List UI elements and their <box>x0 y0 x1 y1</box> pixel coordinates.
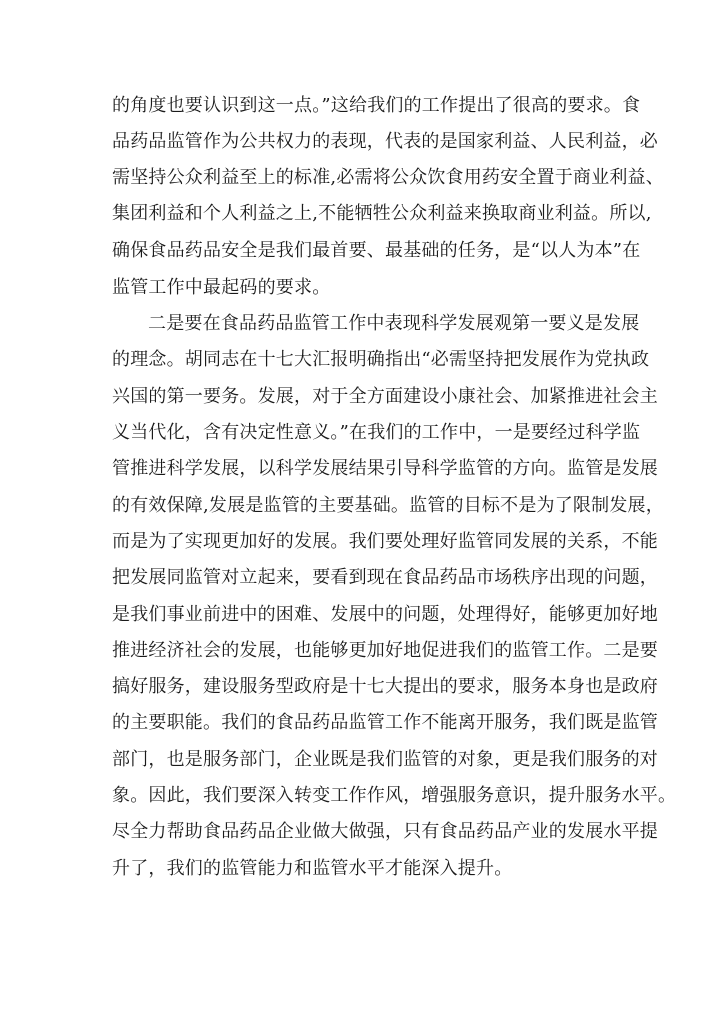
text-line: 需坚持公众利益至上的标准,必需将公众饮食用药安全置于商业利益、 <box>112 167 664 188</box>
text-line: 兴国的第一要务。发展，对于全方面建设小康社会、加紧推进社会主 <box>112 386 658 407</box>
text-line: 品药品监管作为公共权力的表现，代表的是国家利益、人民利益，必 <box>112 131 658 152</box>
text-line: 监管工作中最起码的要求。 <box>112 277 331 298</box>
text-line: 义当代化，含有决定性意义。”在我们的工作中，一是要经过科学监 <box>112 422 641 443</box>
text-line: 象。因此，我们要深入转变工作作风，增强服务意识，提升服务水平。 <box>112 785 677 806</box>
text-line: 的有效保障,发展是监管的主要基础。监管的目标不是为了限制发展， <box>112 495 664 516</box>
text-line: 集团利益和个人利益之上,不能牺牲公众利益来换取商业利益。所以, <box>112 203 652 224</box>
text-line: 的理念。胡同志在十七大汇报明确指出“必需坚持把发展作为党执政 <box>112 349 650 370</box>
text-line: 确保食品药品安全是我们最首要、最基础的任务，是“以人为本”在 <box>112 240 641 261</box>
text-line: 而是为了实现更加好的发展。我们要处理好监管同发展的关系，不能 <box>112 531 658 552</box>
text-line: 是我们事业前进中的困难、发展中的问题，处理得好，能够更加好地 <box>112 604 658 625</box>
paragraph-start-line: 二是要在食品药品监管工作中表现科学发展观第一要义是发展 <box>148 313 640 334</box>
text-line: 管推进科学发展，以科学发展结果引导科学监管的方向。监管是发展 <box>112 458 658 479</box>
text-line: 升了，我们的监管能力和监管水平才能深入提升。 <box>112 858 513 879</box>
text-line: 搞好服务，建设服务型政府是十七大提出的要求，服务本身也是政府 <box>112 676 658 697</box>
text-line: 部门，也是服务部门，企业既是我们监管的对象，更是我们服务的对 <box>112 749 658 770</box>
text-line: 的角度也要认识到这一点。”这给我们的工作提出了很高的要求。食 <box>112 95 641 116</box>
text-line: 尽全力帮助食品药品企业做大做强，只有食品药品产业的发展水平提 <box>112 821 658 842</box>
text-line: 的主要职能。我们的食品药品监管工作不能离开服务，我们既是监管 <box>112 712 658 733</box>
text-line: 推进经济社会的发展，也能够更加好地促进我们的监管工作。二是要 <box>112 640 658 661</box>
text-line: 把发展同监管对立起来，要看到现在食品药品市场秩序出现的问题， <box>112 567 658 588</box>
